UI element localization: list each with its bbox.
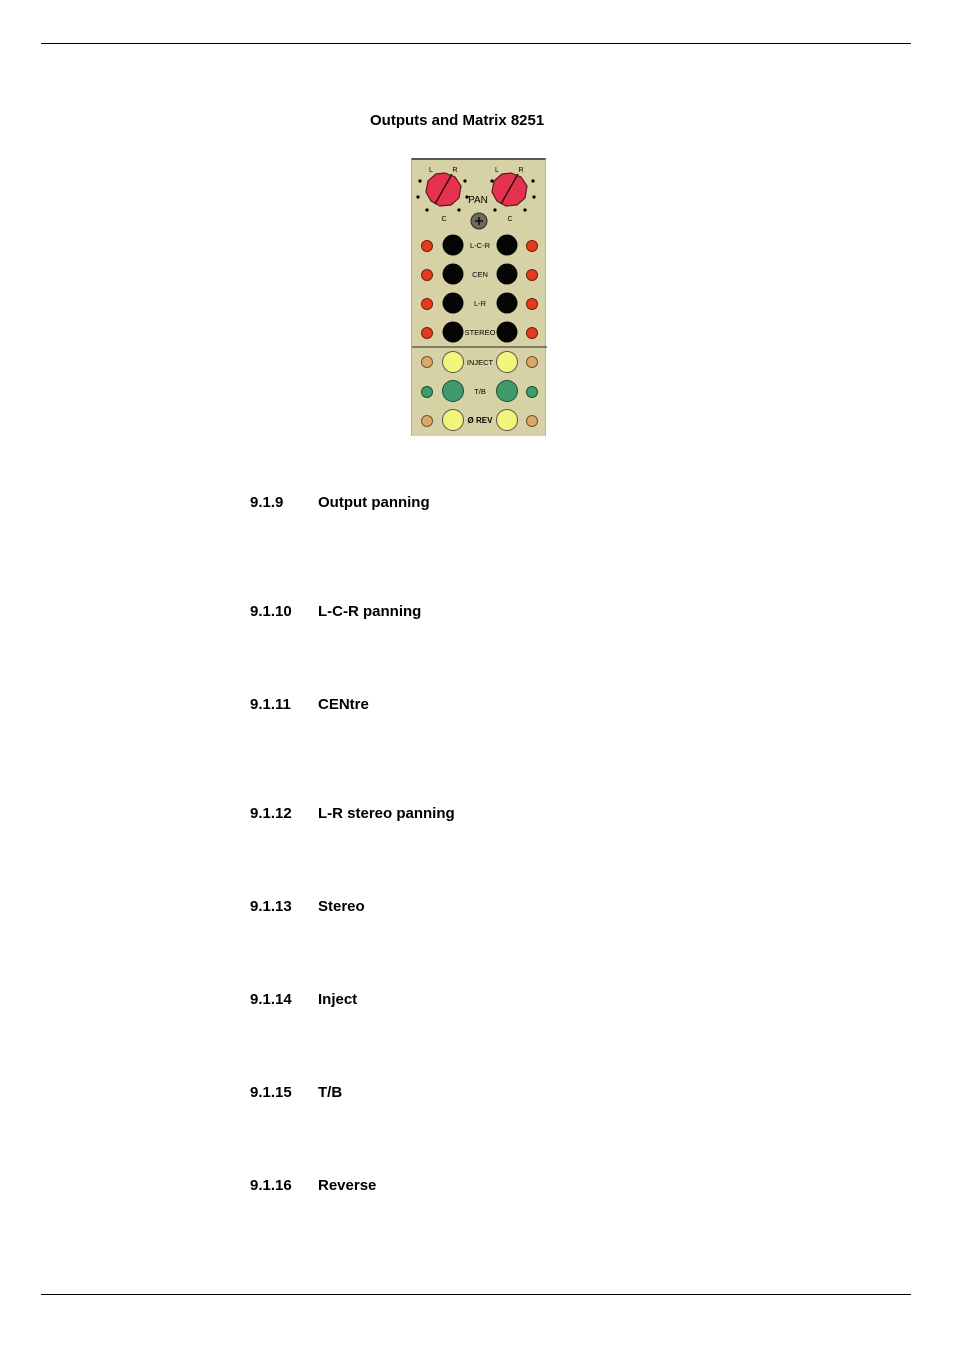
row-inject[interactable] [422, 352, 538, 373]
section-heading [250, 603, 421, 620]
row-cen[interactable] [422, 264, 538, 285]
pan-label-r-left: R [452, 167, 458, 174]
row-tb[interactable] [422, 381, 538, 402]
section-title: L-C-R panning [318, 603, 422, 620]
pan-knob-left[interactable] [416, 173, 468, 212]
screw-icon [471, 213, 487, 229]
section-number: 9.1.13 [250, 898, 292, 915]
section-number: 9.1.10 [250, 603, 292, 620]
section-title: Stereo [318, 898, 365, 915]
section-heading [250, 805, 455, 822]
section-heading [250, 696, 369, 713]
section-number: 9.1.12 [250, 805, 292, 822]
row-stereo[interactable] [422, 322, 538, 343]
figure-title: Outputs and Matrix 8251 [370, 112, 545, 129]
pan-label-l-right: L [495, 167, 499, 174]
section-title: CENtre [318, 696, 369, 713]
row-label-stereo: STEREO [464, 328, 496, 337]
section-heading [250, 494, 430, 511]
pan-knob-right[interactable] [490, 173, 535, 212]
panel-drawing [412, 160, 547, 438]
pan-label-c-left: C [441, 216, 447, 223]
section-heading [250, 1177, 376, 1194]
row-lcr[interactable] [422, 235, 538, 256]
section-title: T/B [318, 1084, 343, 1101]
section-number: 9.1.16 [250, 1177, 292, 1194]
section-title: L-R stereo panning [318, 805, 455, 822]
footer-rule [41, 1294, 911, 1295]
row-label-tb: T/B [474, 387, 486, 396]
pan-label: PAN [468, 195, 488, 206]
pan-label-r-right: R [518, 167, 524, 174]
section-number: 9.1.11 [250, 696, 291, 713]
pan-label-l-left: L [429, 167, 433, 174]
section-number: 9.1.14 [250, 991, 292, 1008]
row-label-inject: INJECT [466, 358, 494, 367]
section-title: Reverse [318, 1177, 377, 1194]
pan-label-c-right: C [507, 216, 513, 223]
section-heading [250, 991, 357, 1008]
row-rev[interactable] [422, 410, 538, 431]
section-number: 9.1.15 [250, 1084, 292, 1101]
row-label-cen: CEN [472, 270, 488, 279]
row-label-rev: Ø REV [467, 416, 493, 425]
section-heading [250, 898, 365, 915]
section-title: Inject [318, 991, 358, 1008]
header-rule [41, 43, 911, 44]
section-number: 9.1.9 [250, 494, 284, 511]
row-lr[interactable] [422, 293, 538, 314]
module-panel [411, 158, 546, 436]
row-label-lr: L-R [473, 299, 487, 308]
section-heading [250, 1084, 342, 1101]
row-label-lcr: L-C-R [470, 241, 490, 250]
section-title: Output panning [318, 494, 430, 511]
